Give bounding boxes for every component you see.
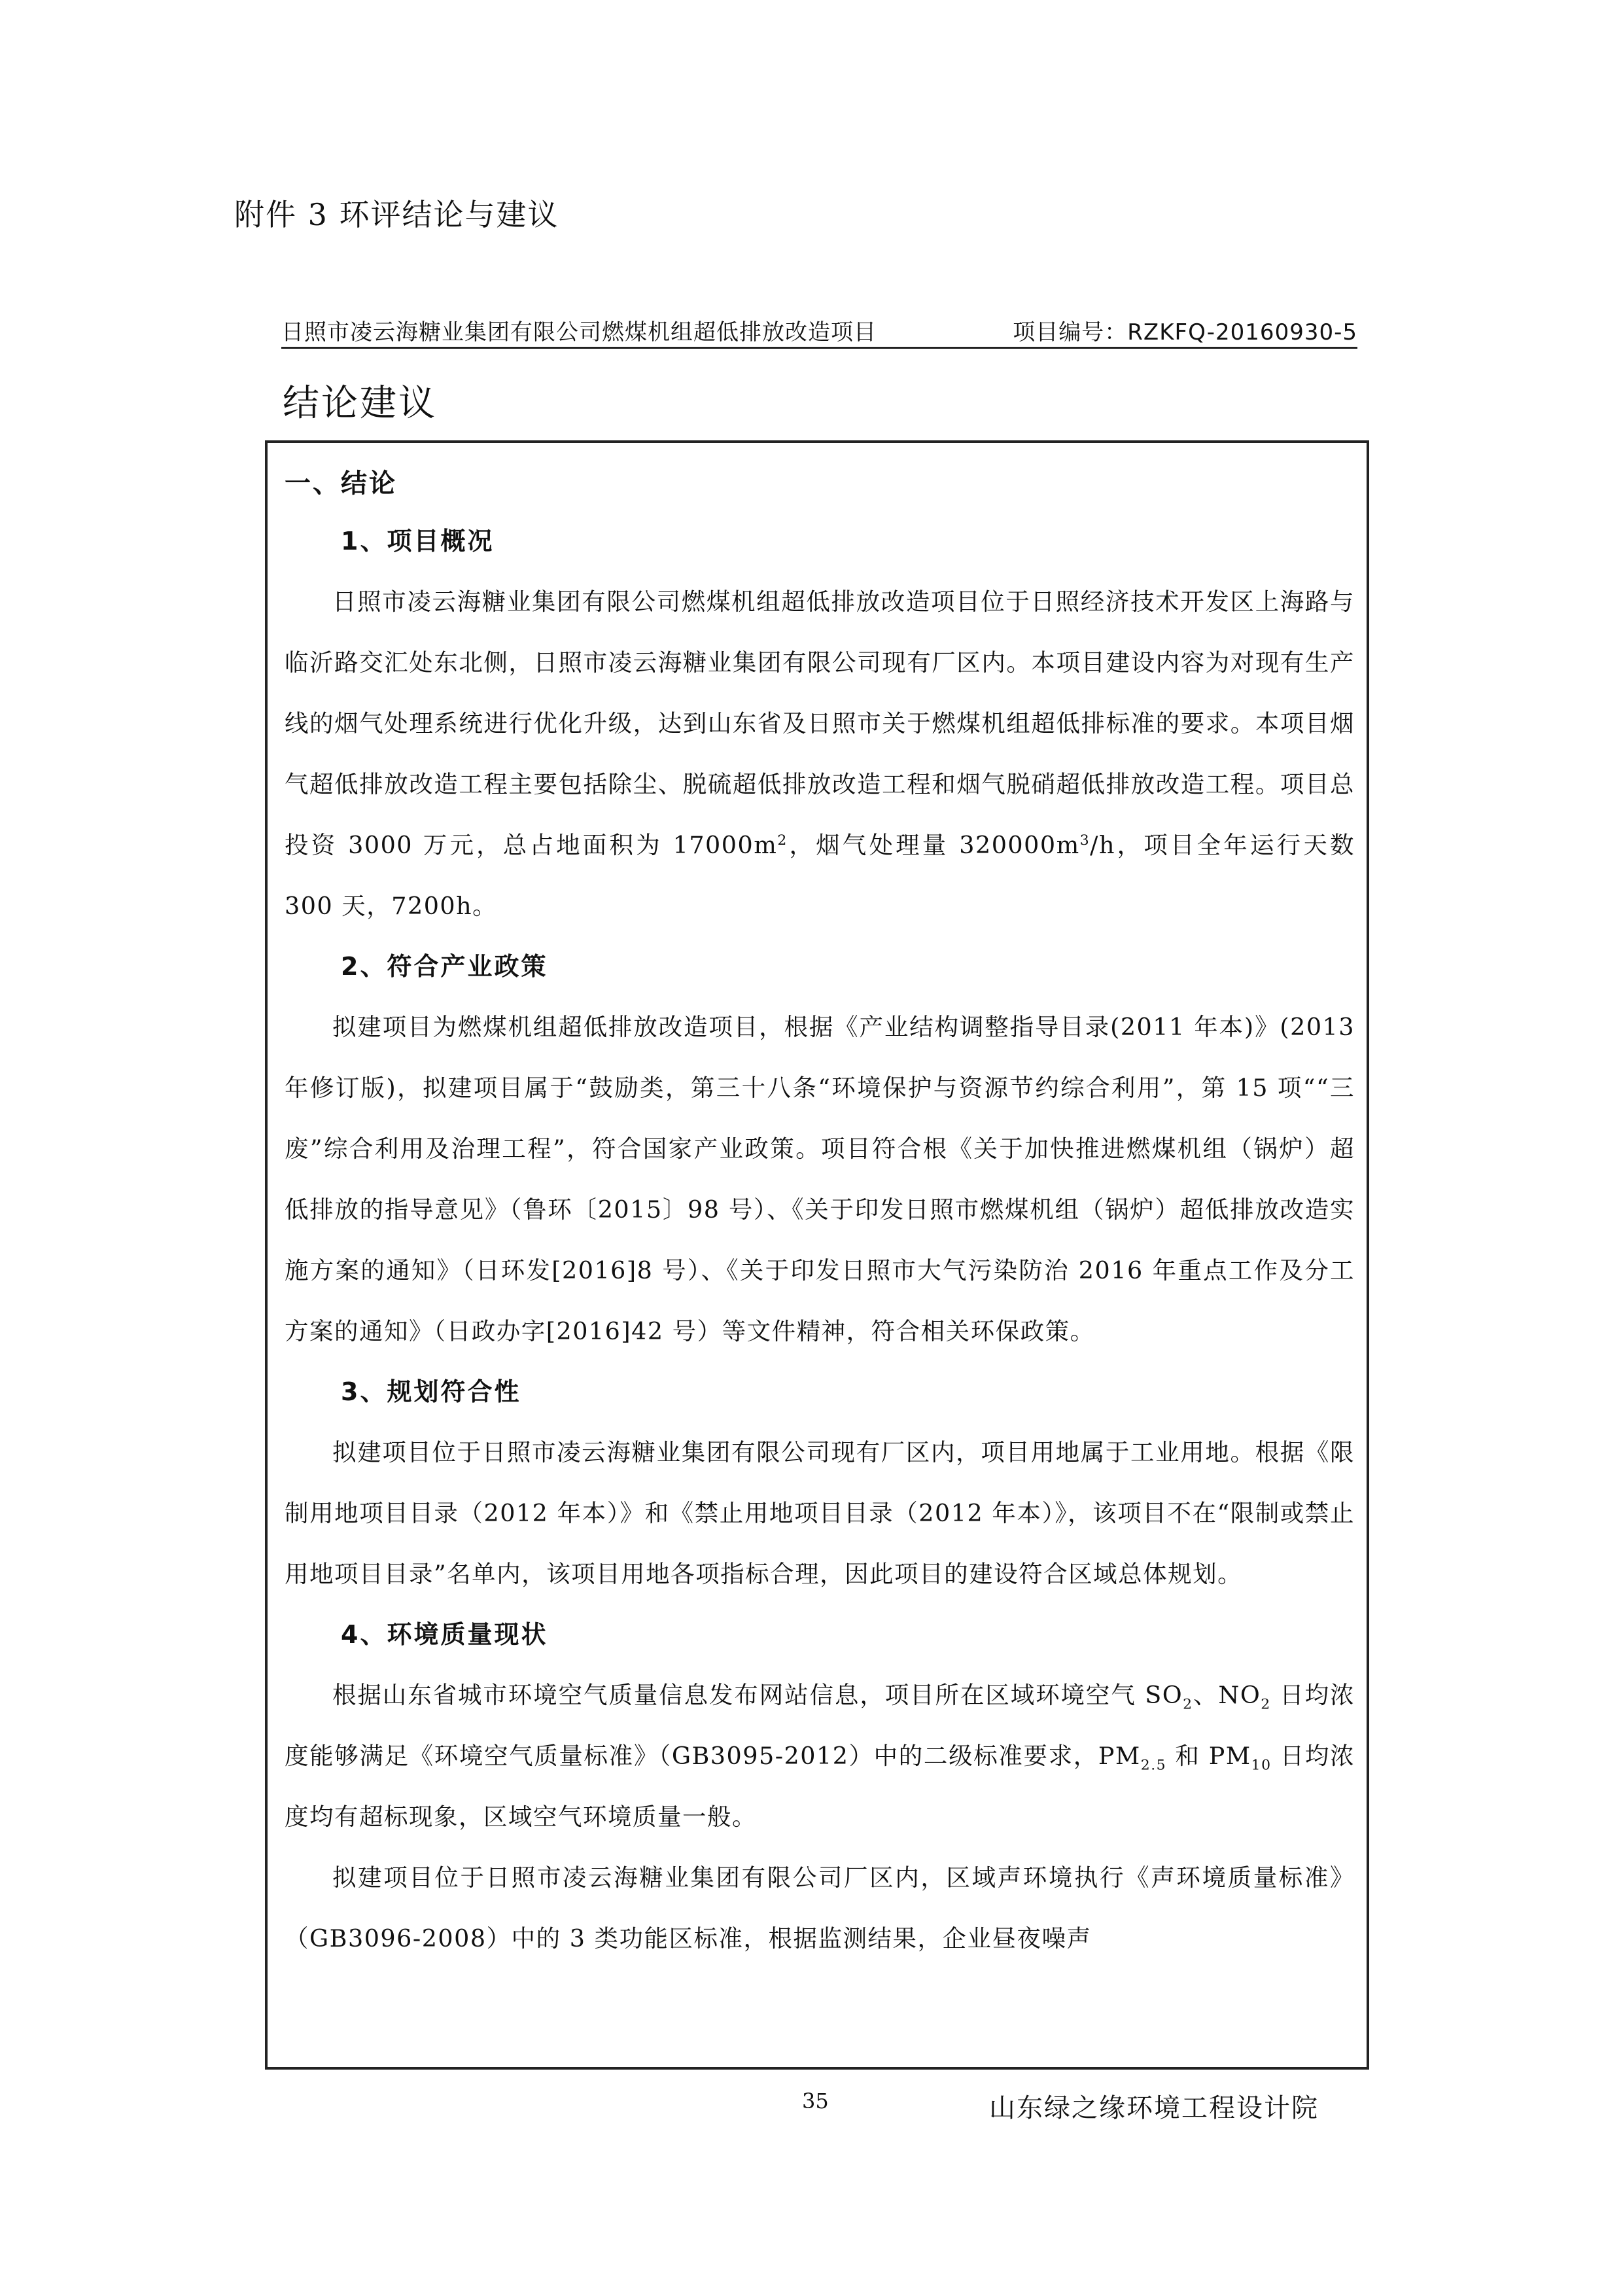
attachment-title: 附件 3 环评结论与建议 (234, 197, 559, 232)
footer-organization: 山东绿之缘环境工程设计院 (989, 2093, 1319, 2123)
header-project-code: 项目编号：RZKFQ-20160930-5 (1013, 319, 1357, 345)
paragraph-noise-quality: 拟建项目位于日照市凌云海糖业集团有限公司厂区内，区域声环境执行《声环境质量标准》（GB3096-2008）中的 3 类功能区标准，根据监测结果，企业昼夜噪声 (285, 1863, 1355, 1952)
section-heading: 结论建议 (283, 382, 437, 425)
subsection-title-planning-compliance: 3、规划符合性 (341, 1377, 521, 1406)
paragraph-planning-compliance: 拟建项目位于日照市凌云海糖业集团有限公司现有厂区内，项目用地属于工业用地。根据《限制用地项目目录（2012 年本）》和《禁止用地项目目录（2012 年本）》，该项目不在“限制或禁止用地项目目录”名单内，该项目用地各项指标合理，因此项目的建设符合区域总体规划。 (285, 1438, 1355, 1588)
running-header (281, 313, 1357, 349)
conclusion-content (285, 456, 1355, 1969)
subsection-title-project-overview: 1、项目概况 (341, 527, 495, 556)
paragraph-project-overview: 日照市凌云海糖业集团有限公司燃煤机组超低排放改造项目位于日照经济技术开发区上海路与临沂路交汇处东北侧，日照市凌云海糖业集团有限公司现有厂区内。本项目建设内容为对现有生产线的烟气处理系统进行优化升级，达到山东省及日照市关于燃煤机组超低排标准的要求。本项目烟气超低排放改造工程主要包括除尘、脱硫超低排放改造工程和烟气脱硝超低排放改造工程。项目总投资 3000 万元，总占地面积为 $17000m^2$，烟气处理量 $320000m^3/h$，项目全年运行天数 300 天，7200h。 (285, 588, 1355, 920)
subsection-title-industrial-policy: 2、符合产业政策 (341, 952, 548, 981)
subsection-title-environmental-quality: 4、环境质量现状 (341, 1620, 548, 1649)
paragraph-industrial-policy: 拟建项目为燃煤机组超低排放改造项目，根据《产业结构调整指导目录(2011 年本)》(2013 年修订版)，拟建项目属于“鼓励类，第三十八条“环境保护与资源节约综合利用”，第 15 项““三废”综合利用及治理工程”，符合国家产业政策。项目符合根《关于加快推进燃煤机组（锅炉）超低排放的指导意见》（鲁环〔2015〕98 号）、《关于印发日照市燃煤机组（锅炉）超低排放改造实施方案的通知》（日环发[2016]8 号）、《关于印发日照市大气污染防治 2016 年重点工作及分工方案的通知》（日政办字[2016]42 号）等文件精神，符合相关环保政策。 (285, 1013, 1355, 1345)
conclusion-box (265, 440, 1369, 2070)
paragraph-air-quality: 根据山东省城市环境空气质量信息发布网站信息，项目所在区域环境空气 $SO_2$、$NO_2$ 日均浓度能够满足《环境空气质量标准》（GB3095-2012）中的二级标准要求，$PM_{2.5}$ 和 $PM_{10}$ 日均浓度均有超标现象，区域空气环境质量一般。 (285, 1681, 1355, 1831)
page-number: 35 (802, 2089, 829, 2113)
conclusion-heading: 一、结论 (285, 468, 397, 499)
header-project-name: 日照市凌云海糖业集团有限公司燃煤机组超低排放改造项目 (281, 319, 877, 345)
